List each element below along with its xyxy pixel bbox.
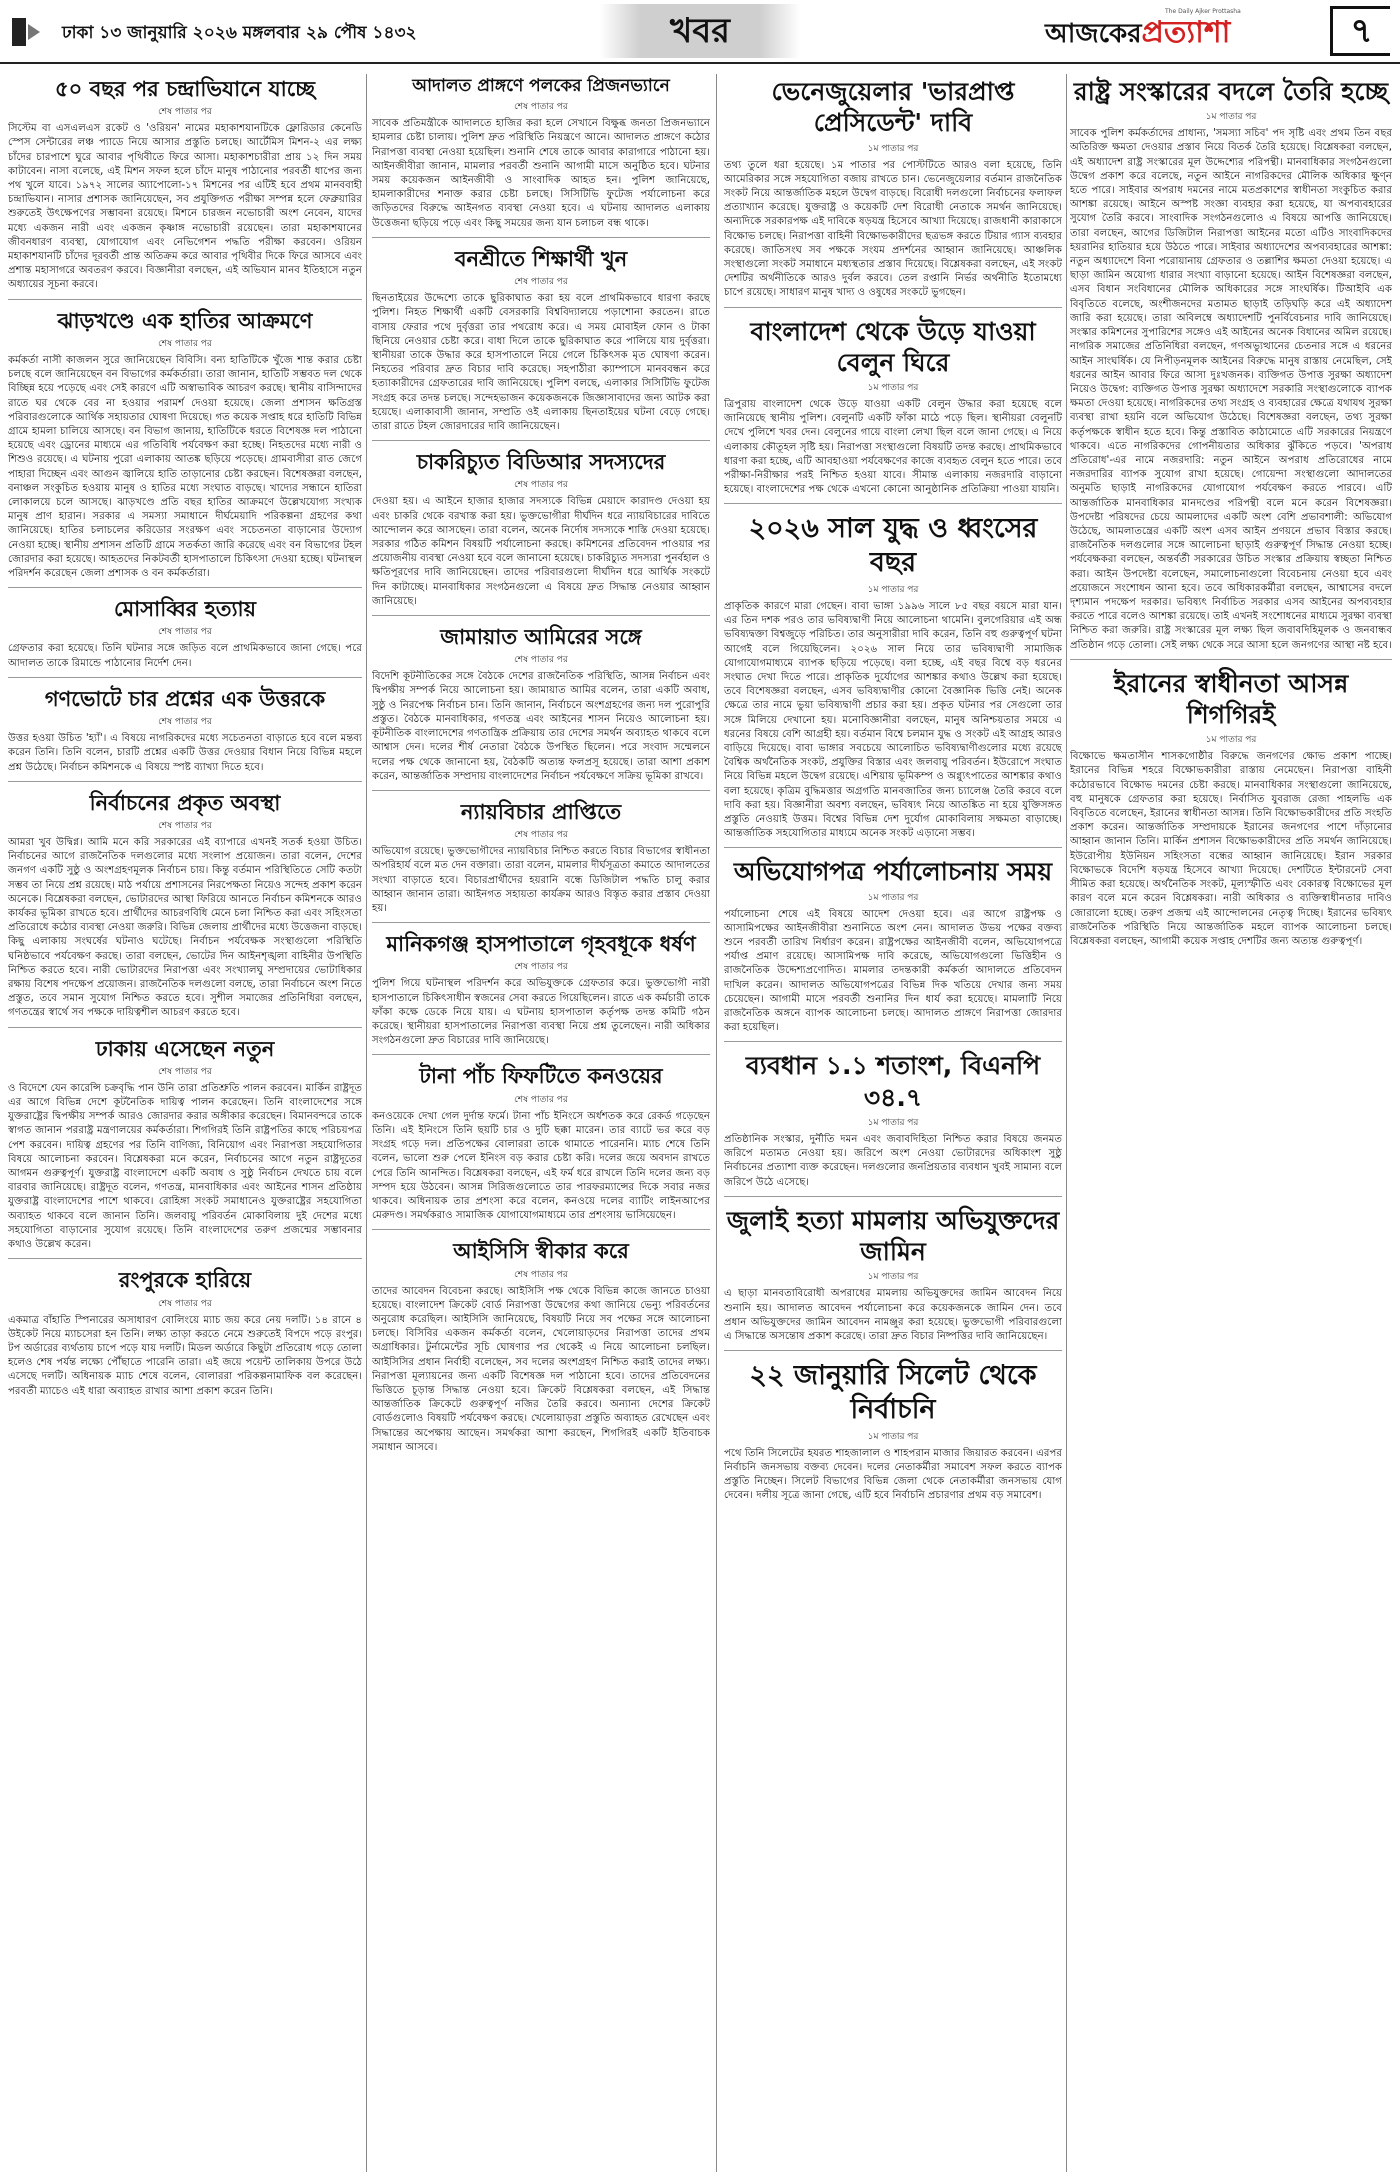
brand-part1: আজকের xyxy=(1045,19,1142,49)
continued-from-label: ১ম পাতার পর xyxy=(867,1117,919,1128)
story-body: পুলিশ গিয়ে ঘটনাস্থল পরিদর্শন করে অভিযুক্তকে গ্রেফতার করে। ভুক্তভোগী নারী হাসপাতালে চিকিৎসাধীন স্বজনের সেবা করতে গিয়েছিলেন। রাতে এক কর্মচারী তাকে ফাঁকা কক্ষে ডেকে নিয়ে যায়। এ ঘটনায় হাসপাতাল কর্তৃপক্ষ তদন্ত কমিটি গঠন করেছে। স্থানীয়রা হাসপাতালের নিরাপত্তা ব্যবস্থা নিয়ে প্রশ্ন তুলেছেন। নারী অধিকার সংগঠনগুলো দ্রুত বিচারের দাবি জানিয়েছে। xyxy=(372,978,710,1047)
story-body: তাদের আবেদন বিবেচনা করছে। আইসিসি পক্ষ থেকে বিভিন্ন কাজে জানতে চাওয়া হয়েছে। বাংলাদেশ ক্রিকেট বোর্ড নিরাপত্তা উদ্বেগের কথা জানিয়ে ভেন্যু পরিবর্তনের অনুরোধ করেছিল। আইসিসি জানিয়েছে, বিষয়টি নিয়ে সব পক্ষের সঙ্গে আলোচনা চলছে। বিসিবির একজন কর্মকর্তা বলেন, খেলোয়াড়দের নিরাপত্তা তাদের প্রথম অগ্রাধিকার। টুর্নামেন্টের সূচি ঘোষণার পর থেকেই এ নিয়ে আলোচনা চলছিল। আইসিসির প্রধান নির্বাহী বলেছেন, সব দলের অংশগ্রহণ নিশ্চিত করাই তাদের লক্ষ্য। নিরাপত্তা মূল্যায়নের জন্য একটি বিশেষজ্ঞ দল পাঠানো হবে। তাদের প্রতিবেদনের ভিত্তিতে চূড়ান্ত সিদ্ধান্ত নেওয়া হবে। ক্রিকেট বিশ্লেষকরা বলছেন, এই সিদ্ধান্ত আন্তর্জাতিক ক্রিকেটে গুরুত্বপূর্ণ নজির তৈরি করবে। অন্যান্য দেশের ক্রিকেট বোর্ডগুলোও বিষয়টি পর্যবেক্ষণ করছে। খেলোয়াড়রা প্রস্তুতি অব্যাহত রেখেছেন এবং সিদ্ধান্তের অপেক্ষায় আছেন। সমর্থকরা আশা করছেন, শিগগিরই একটি ইতিবাচক সমাধান আসবে। xyxy=(372,1285,710,1453)
page-corner-icon xyxy=(8,14,44,50)
news-story xyxy=(724,1359,1062,1509)
continued-from-label: ১ম পাতার পর xyxy=(867,143,919,154)
news-story xyxy=(724,76,1062,308)
news-story xyxy=(724,1205,1062,1351)
news-story xyxy=(1070,668,1392,955)
story-headline[interactable]: জামায়াত আমিরের সঙ্গে xyxy=(440,625,642,650)
news-story xyxy=(8,790,362,1028)
story-body: সাবেক প্রতিমন্ত্রীকে আদালতে হাজির করা হলে সেখানে বিক্ষুব্ধ জনতা প্রিজনভ্যানে হামলার চেষ্টা চালায়। পুলিশ দ্রুত পরিস্থিতি নিয়ন্ত্রণে আনে। আদালত প্রাঙ্গণে কঠোর নিরাপত্তা ব্যবস্থা নেওয়া হয়েছিল। শুনানি শেষে তাকে আবার কারাগারে পাঠানো হয়। আইনজীবীরা জানান, মামলার পরবর্তী শুনানি আগামী মাসে অনুষ্ঠিত হবে। ঘটনার সময় কয়েকজন আইনজীবী ও সাংবাদিক আহত হন। পুলিশ জানিয়েছে, হামলাকারীদের শনাক্ত করার চেষ্টা চলছে। সিসিটিভি ফুটেজ পর্যালোচনা করে জড়িতদের বিরুদ্ধে আইনগত ব্যবস্থা নেওয়া হবে। এ ঘটনায় আদালত এলাকায় উত্তেজনা ছড়িয়ে পড়ে এবং কিছু সময়ের জন্য যান চলাচল বন্ধ থাকে। xyxy=(372,118,710,229)
news-story xyxy=(372,246,710,441)
story-body: কর্মকর্তা নাসী কাজলন সুরে জানিয়েছেন বিবিসি। বন্য হাতিটিকে খুঁজে শান্ত করার চেষ্টা চলছে বলে জানিয়েছেন বন বিভাগের কর্মকর্তারা। তারা জানান, হাতিটি সম্ভবত দল থেকে বিচ্ছিন্ন হয়ে পড়েছে এবং সেই কারণে এটি অস্বাভাবিক আচরণ করছে। স্থানীয় বাসিন্দাদের রাতে ঘর থেকে বের না হওয়ার পরামর্শ দেওয়া হয়েছে। জেলা প্রশাসন ক্ষতিগ্রস্ত পরিবারগুলোকে আর্থিক সহায়তার ঘোষণা দিয়েছে। গত কয়েক সপ্তাহ ধরে হাতিটি বিভিন্ন গ্রামে হামলা চালিয়ে আসছে। বন বিভাগ জানায়, হাতিটিকে ধরতে বিশেষজ্ঞ দল পাঠানো হয়েছে এবং ড্রোনের মাধ্যমে এর গতিবিধি পর্যবেক্ষণ করা হচ্ছে। নিহতদের মধ্যে নারী ও শিশুও রয়েছে। এ ঘটনায় পুরো এলাকায় আতঙ্ক ছড়িয়ে পড়েছে। গ্রামবাসীরা রাত জেগে পাহারা দিচ্ছেন এবং আগুন জ্বালিয়ে হাতি তাড়ানোর চেষ্টা করছেন। বিশেষজ্ঞরা বলছেন, বনাঞ্চল সংকুচিত হওয়ায় মানুষ ও হাতির মধ্যে সংঘাত বাড়ছে। খাদ্যের সন্ধানে হাতিরা লোকালয়ে চলে আসছে। ঝাড়খণ্ডে প্রতি বছর হাতির আক্রমণে উল্লেখযোগ্য সংখ্যক মানুষ প্রাণ হারান। সরকার এ সমস্যা সমাধানে দীর্ঘমেয়াদি পরিকল্পনা গ্রহণের কথা জানিয়েছে। হাতির চলাচলের করিডোর সংরক্ষণ এবং সচেতনতা বাড়ানোর উদ্যোগ নেওয়া হচ্ছে। স্থানীয় প্রশাসন প্রতিটি গ্রামে সতর্কতা জারি করেছে এবং বন বিভাগের টহল জোরদার করা হয়েছে। আহতদের নিকটবর্তী হাসপাতালে চিকিৎসা দেওয়া হচ্ছে। ঘটনাস্থল পরিদর্শন করেছেন জেলা প্রশাসক ও বন কর্মকর্তারা। xyxy=(8,354,362,579)
story-body: ত্রিপুরায় বাংলাদেশ থেকে উড়ে যাওয়া একটি বেলুন উদ্ধার করা হয়েছে বলে জানিয়েছে স্থানীয় পুলিশ। বেলুনটি একটি ফাঁকা মাঠে পড়ে ছিল। স্থানীয়রা বেলুনটি দেখে পুলিশে খবর দেন। বেলুনের গায়ে বাংলা লেখা ছিল বলে জানা গেছে। এ নিয়ে এলাকায় কৌতূহল সৃষ্টি হয়। নিরাপত্তা সংস্থাগুলো বিষয়টি তদন্ত করছে। প্রাথমিকভাবে ধারণা করা হচ্ছে, এটি আবহাওয়া পর্যবেক্ষণের কাজে ব্যবহৃত বেলুন হতে পারে। তবে পরীক্ষা-নিরীক্ষার পরই নিশ্চিত হওয়া যাবে। সীমান্ত এলাকায় নজরদারি বাড়ানো হয়েছে। বাংলাদেশের পক্ষ থেকে এখনো কোনো আনুষ্ঠানিক প্রতিক্রিয়া পাওয়া যায়নি। xyxy=(724,399,1062,496)
column-divider xyxy=(1066,74,1067,2172)
story-headline[interactable]: ৫০ বছর পর চন্দ্রাভিযানে যাচ্ছে xyxy=(54,77,316,101)
story-headline[interactable]: ২০২৬ সাল যুদ্ধ ও ধ্বংসের বছর xyxy=(748,513,1038,579)
story-headline[interactable]: ঢাকায় এসেছেন নতুন xyxy=(95,1036,275,1061)
brand-logo xyxy=(1045,8,1295,56)
news-story xyxy=(724,316,1062,505)
continued-from-label: ১ম পাতার পর xyxy=(867,1431,919,1442)
story-body: প্রাকৃতিক কারণে মারা গেছেন। বাবা ভাঙ্গা ১৯৯৬ সালে ৮৫ বছর বয়সে মারা যান। এর তিন দশক পরও তার ভবিষ্যদ্বাণী নিয়ে আলোচনা থামেনি। বুলগেরিয়ার এই অন্ধ ভবিষ্যদ্বক্তা বিশ্বজুড়ে পরিচিত। তার অনুসারীরা দাবি করেন, তিনি বহু গুরুত্বপূর্ণ ঘটনা আগেই বলে গিয়েছিলেন। ২০২৬ সাল নিয়ে তার ভবিষ্যদ্বাণী সামাজিক যোগাযোগমাধ্যমে ব্যাপক ছড়িয়ে পড়েছে। বলা হচ্ছে, এই বছর বিশ্বে বড় ধরনের সংঘাত দেখা দিতে পারে। প্রাকৃতিক দুর্যোগের আশঙ্কার কথাও উল্লেখ করা হয়েছে। তবে বিশেষজ্ঞরা বলছেন, এসব ভবিষ্যদ্বাণীর কোনো বৈজ্ঞানিক ভিত্তি নেই। অনেক ক্ষেত্রে তার নামে ভুয়া ভবিষ্যদ্বাণী প্রচার করা হয়। প্রকৃত ঘটনার পর সেগুলো তার সঙ্গে মিলিয়ে দেখানো হয়। মনোবিজ্ঞানীরা বলছেন, মানুষ অনিশ্চয়তার সময়ে এ ধরনের বিষয়ে বেশি আগ্রহী হয়। বর্তমান বিশ্বে চলমান যুদ্ধ ও সংকট এই আগ্রহ আরও বাড়িয়ে দিয়েছে। বাবা ভাঙ্গার সবচেয়ে আলোচিত ভবিষ্যদ্বাণীগুলোর মধ্যে রয়েছে বৈশ্বিক অর্থনৈতিক সংকট, প্রযুক্তির বিস্তার এবং জলবায়ু পরিবর্তন। ইউরোপে সংঘাত নিয়ে বিভিন্ন মহলে উদ্বেগ রয়েছে। এশিয়ায় ভূমিকম্প ও অগ্ন্যুৎপাতের আশঙ্কার কথাও বলা হয়েছে। কৃত্রিম বুদ্ধিমত্তার অগ্রগতি মানবজাতির জন্য চ্যালেঞ্জ তৈরি করবে বলে দাবি করা হয়। বিজ্ঞানীরা অবশ্য বলছেন, ভবিষ্যৎ নিয়ে আতঙ্কিত না হয়ে যুক্তিসঙ্গত প্রস্তুতি নেওয়াই উত্তম। বিশ্বের বিভিন্ন দেশ দুর্যোগ মোকাবিলায় সক্ষমতা বাড়াচ্ছে। আন্তর্জাতিক সহযোগিতার মাধ্যমে অনেক সংকট এড়ানো সম্ভব। xyxy=(724,600,1062,840)
section-title: খবর xyxy=(600,4,800,58)
column-3 xyxy=(724,74,1062,2174)
continued-from-label: শেষ পাতার পর xyxy=(158,820,212,831)
column-4 xyxy=(1070,74,1392,2174)
story-headline[interactable]: চাকরিচ্যুত বিডিআর সদস্যদের xyxy=(416,450,666,475)
continued-from-label: শেষ পাতার পর xyxy=(158,1298,212,1309)
news-story xyxy=(8,596,362,678)
story-body: তথ্য তুলে ধরা হয়েছে। ১ম পাতার পর পোস্টটিতে আরও বলা হয়েছে, তিনি আমেরিকার সঙ্গে সহযোগিতা বজায় রাখতে চান। ভেনেজুয়েলার বর্তমান রাজনৈতিক সংকট নিয়ে আন্তর্জাতিক মহলে উদ্বেগ বাড়ছে। বিরোধী দলগুলো নির্বাচনের ফলাফল প্রত্যাখ্যান করেছে। যুক্তরাষ্ট্র ও কয়েকটি দেশ বিরোধী নেতাকে সমর্থন জানিয়েছে। অন্যদিকে সরকারপক্ষ এই দাবিকে ষড়যন্ত্র হিসেবে আখ্যা দিয়েছে। রাজধানী কারাকাসে বিক্ষোভ চলছে। নিরাপত্তা বাহিনী বিক্ষোভকারীদের ছত্রভঙ্গ করতে টিয়ার গ্যাস ব্যবহার করেছে। জাতিসংঘ সব পক্ষকে সংযম প্রদর্শনের আহ্বান জানিয়েছে। আঞ্চলিক সংস্থাগুলো সংকট সমাধানে মধ্যস্থতার প্রস্তাব দিয়েছে। বিশ্লেষকরা বলছেন, এই সংকট দেশটির অর্থনীতিকে আরও দুর্বল করবে। তেল রপ্তানি নির্ভর অর্থনীতি ইতোমধ্যে চাপে রয়েছে। সাধারণ মানুষ খাদ্য ও ওষুধের সংকটে ভুগছেন। xyxy=(724,159,1062,299)
continued-from-label: শেষ পাতার পর xyxy=(514,962,568,973)
story-body: অভিযোগ রয়েছে। ভুক্তভোগীদের ন্যায়বিচার নিশ্চিত করতে বিচার বিভাগের স্বাধীনতা অপরিহার্য বলে মত দেন বক্তারা। তারা বলেন, মামলার দীর্ঘসূত্রতা কমাতে আদালতের সংখ্যা বাড়াতে হবে। বিচারপ্রার্থীদের হয়রানি বন্ধে ডিজিটাল পদ্ধতি চালু করার আহ্বান জানান তারা। আইনগত সহায়তা কার্যক্রম আরও বিস্তৃত করার প্রস্তাব দেওয়া হয়। xyxy=(372,846,710,914)
continued-from-label: ১ম পাতার পর xyxy=(867,584,919,595)
brand-tagline: The Daily Ajker Prottasha xyxy=(1165,8,1241,15)
story-headline[interactable]: জুলাই হত্যা মামলায় অভিযুক্তদের জামিন xyxy=(726,1205,1060,1267)
story-headline[interactable]: বাংলাদেশ থেকে উড়ে যাওয়া বেলুন ঘিরে xyxy=(750,316,1036,377)
story-body: বিদেশি কূটনীতিকের সঙ্গে বৈঠকে দেশের রাজনৈতিক পরিস্থিতি, আসন্ন নির্বাচন এবং দ্বিপক্ষীয় সম্পর্ক নিয়ে আলোচনা হয়। জামায়াত আমির বলেন, তারা একটি অবাধ, সুষ্ঠু ও নিরপেক্ষ নির্বাচন চান। তিনি জানান, নির্বাচনে অংশগ্রহণের জন্য দল পুরোপুরি প্রস্তুত। বৈঠকে মানবাধিকার, গণতন্ত্র এবং আইনের শাসন নিয়েও আলোচনা হয়। কূটনীতিক বাংলাদেশের গণতান্ত্রিক প্রক্রিয়ায় তার দেশের সমর্থন অব্যাহত থাকবে বলে আশ্বাস দেন। দলের শীর্ষ নেতারা বৈঠকে উপস্থিত ছিলেন। পরে সংবাদ সম্মেলনে দলের পক্ষ থেকে জানানো হয়, বৈঠকটি অত্যন্ত ফলপ্রসূ হয়েছে। তারা আশা প্রকাশ করেন, আন্তর্জাতিক সম্প্রদায় বাংলাদেশের নির্বাচন পর্যবেক্ষণে সক্রিয় ভূমিকা রাখবে। xyxy=(372,671,710,782)
story-headline[interactable]: ঝাড়খণ্ডে এক হাতির আক্রমণে xyxy=(57,308,313,333)
continued-from-label: শেষ পাতার পর xyxy=(514,1269,568,1280)
story-headline[interactable]: আদালত প্রাঙ্গণে পলকের প্রিজনভ্যানে xyxy=(412,76,670,96)
story-body: এ ছাড়া মানবতাবিরোধী অপরাধের মামলায় অভিযুক্তদের জামিন আবেদন নিয়ে শুনানি হয়। আদালত আবেদন পর্যালোচনা করে কয়েকজনকে জামিন দেন। তবে প্রধান অভিযুক্তদের জামিন আবেদন নামঞ্জুর করা হয়েছে। ভুক্তভোগী পরিবারগুলো এ সিদ্ধান্তে অসন্তোষ প্রকাশ করেছে। তারা দ্রুত বিচার নিষ্পত্তির দাবি জানিয়েছেন। xyxy=(724,1288,1062,1342)
news-story xyxy=(724,856,1062,1042)
date-line: ঢাকা ১৩ জানুয়ারি ২০২৬ মঙ্গলবার ২৯ পৌষ ১৪৩২ xyxy=(62,23,417,43)
news-story xyxy=(372,799,710,923)
story-headline[interactable]: টানা পাঁচ ফিফটিতে কনওয়ের xyxy=(419,1064,663,1089)
story-body: বিক্ষোভে ক্ষমতাসীন শাসকগোষ্ঠীর বিরুদ্ধে জনগণের ক্ষোভ প্রকাশ পাচ্ছে। ইরানের বিভিন্ন শহরে বিক্ষোভকারীরা রাস্তায় নেমেছেন। নিরাপত্তা বাহিনী কঠোরভাবে বিক্ষোভ দমনের চেষ্টা করছে। মানবাধিকার সংস্থাগুলো জানিয়েছে, বহু মানুষকে গ্রেফতার করা হয়েছে। নির্বাসিত যুবরাজ রেজা পাহলভি এক বিবৃতিতে বলেছেন, ইরানের স্বাধীনতা আসন্ন। তিনি বিক্ষোভকারীদের প্রতি সংহতি প্রকাশ করেন। আন্তর্জাতিক সম্প্রদায়কে ইরানের জনগণের পাশে দাঁড়ানোর আহ্বান জানান তিনি। মার্কিন প্রশাসন বিক্ষোভকারীদের প্রতি সমর্থন জানিয়েছে। ইউরোপীয় ইউনিয়ন সহিংসতা বন্ধের আহ্বান জানিয়েছে। ইরান সরকার বিক্ষোভকে বিদেশি ষড়যন্ত্র হিসেবে আখ্যা দিয়েছে। দেশটিতে ইন্টারনেট সেবা সীমিত করা হয়েছে। অর্থনৈতিক সংকট, মূল্যস্ফীতি এবং বেকারত্ব বিক্ষোভের মূল কারণ বলে মনে করেন বিশ্লেষকরা। নারী অধিকার ও ব্যক্তিস্বাধীনতার দাবিও জোরালো হচ্ছে। তরুণ প্রজন্ম এই আন্দোলনের নেতৃত্ব দিচ্ছে। ইরানের ভবিষ্যৎ রাজনৈতিক পরিস্থিতি নিয়ে আন্তর্জাতিক মহলে ব্যাপক আলোচনা চলছে। বিশ্লেষকরা বলছেন, আগামী কয়েক সপ্তাহ দেশটির জন্য অত্যন্ত গুরুত্বপূর্ণ। xyxy=(1070,751,1392,947)
news-story xyxy=(372,624,710,791)
story-body: উত্তর হওয়া উচিত 'হ্যাঁ'। এ বিষয়ে নাগরিকদের মধ্যে সচেতনতা বাড়াতে হবে বলে মন্তব্য করেন তিনি। তিনি বলেন, চারটি প্রশ্নের একটি উত্তর দেওয়ার বিধান নিয়ে বিভিন্ন মহলে প্রশ্ন উঠেছে। নির্বাচন কমিশনকে এ বিষয়ে স্পষ্ট ব্যাখ্যা দিতে হবে। xyxy=(8,733,362,773)
continued-from-label: শেষ পাতার পর xyxy=(514,830,568,841)
story-body: সিস্টেম বা এসএলএস রকেট ও 'ওরিয়ন' নামের মহাকাশযানটিকে ফ্লোরিডার কেনেডি স্পেস সেন্টারের লঞ্চ প্যাডে নিয়ে আসার প্রস্তুতি চলছে। আর্টেমিস মিশন-২ এর লক্ষ্য চাঁদের চারপাশে ঘুরে আবার পৃথিবীতে ফিরে আসা। মহাকাশচারীরা প্রায় ১২ দিন সময় কাটাবেন। নাসা বলেছে, এই মিশন সফল হলে চাঁদে মানুষ পাঠানোর পরবর্তী ধাপের জন্য পথ খুলে যাবে। ১৯৭২ সালের অ্যাপোলো-১৭ মিশনের পর এটিই হবে প্রথম মানববাহী চন্দ্রাভিযান। নাসার প্রশাসক জানিয়েছেন, সব প্রযুক্তিগত পরীক্ষা সম্পন্ন হলে ফেব্রুয়ারির শুরুতেই উৎক্ষেপণের সম্ভাবনা রয়েছে। মিশনে চারজন নভোচারী অংশ নেবেন, যাদের মধ্যে একজন নারী এবং একজন কৃষ্ণাঙ্গ নভোচারী রয়েছেন। তারা মহাকাশযানের জীবনধারণ ব্যবস্থা, যোগাযোগ এবং নেভিগেশন পদ্ধতি পরীক্ষা করবেন। ওরিয়ন মহাকাশযানটি চাঁদের দূরবর্তী প্রান্ত অতিক্রম করে আবার পৃথিবীর দিকে ফিরে আসবে এবং প্রশান্ত মহাসাগরে অবতরণ করবে। বিজ্ঞানীরা বলছেন, এই অভিযান মানব ইতিহাসে নতুন অধ্যায়ের সূচনা করবে। xyxy=(8,123,362,291)
story-body: পথে তিনি সিলেটের হযরত শাহজালাল ও শাহপরান মাজার জিয়ারত করবেন। এরপর নির্বাচনি জনসভায় বক্তব্য দেবেন। দলের নেতাকর্মীরা সমাবেশ সফল করতে ব্যাপক প্রস্তুতি নিচ্ছেন। সিলেট বিভাগের বিভিন্ন জেলা থেকে নেতাকর্মীরা জনসভায় যোগ দেবেন। দলীয় সূত্রে জানা গেছে, এটি হবে নির্বাচনি প্রচারণার প্রথম বড় সমাবেশ। xyxy=(724,1447,1062,1502)
continued-from-label: শেষ পাতার পর xyxy=(514,277,568,288)
story-body: কনওয়েকে দেখা গেল দুর্দান্ত ফর্মে। টানা পাঁচ ইনিংসে অর্ধশতক করে রেকর্ড গড়েছেন তিনি। এই ইনিংসে তিনি ছয়টি চার ও দুটি ছক্কা মারেন। তার ব্যাটে ভর করে বড় সংগ্রহ গড়ে দল। প্রতিপক্ষের বোলাররা তাকে থামাতে পারেননি। ম্যাচ শেষে তিনি বলেন, ভালো শুরু পেলে ইনিংস বড় করার চেষ্টা করি। দলের জয়ে অবদান রাখতে পেরে তিনি আনন্দিত। বিশ্লেষকরা বলছেন, এই ফর্ম ধরে রাখলে তিনি দলের জন্য বড় সম্পদ হয়ে উঠবেন। আসন্ন সিরিজগুলোতে তার পারফরম্যান্সের দিকে সবার নজর থাকবে। অধিনায়ক তার প্রশংসা করে বলেন, কনওয়ে দলের ব্যাটিং লাইনআপের মেরুদণ্ড। সমর্থকরাও সামাজিক যোগাযোগমাধ্যমে তার প্রশংসায় ভাসিয়েছেন। xyxy=(372,1110,710,1222)
continued-from-label: শেষ পাতার পর xyxy=(158,1066,212,1077)
column-2 xyxy=(372,74,710,2174)
continued-from-label: শেষ পাতার পর xyxy=(514,480,568,491)
page-number: ৭ xyxy=(1330,6,1390,56)
story-headline[interactable]: ব্যবধান ১.১ শতাংশ, বিএনপি ৩৪.৭ xyxy=(745,1051,1041,1112)
news-story xyxy=(724,1050,1062,1196)
story-headline[interactable]: ন্যায়বিচার প্রাপ্তিতে xyxy=(460,799,622,824)
continued-from-label: ১ম পাতার পর xyxy=(867,383,919,394)
story-headline[interactable]: বনশ্রীতে শিক্ষার্থী খুন xyxy=(454,246,628,271)
continued-from-label: শেষ পাতার পর xyxy=(514,1094,568,1105)
story-headline[interactable]: রাষ্ট্র সংস্কারের বদলে তৈরি হচ্ছে xyxy=(1073,77,1389,106)
brand-part2: প্রত্যাশা xyxy=(1141,15,1231,50)
news-story xyxy=(8,76,362,300)
news-story xyxy=(8,1036,362,1260)
continued-from-label: শেষ পাতার পর xyxy=(158,717,212,728)
story-body: প্রতিষ্ঠানিক সংস্কার, দুর্নীতি দমন এবং জবাবদিহিতা নিশ্চিত করার বিষয়ে জনমত জরিপে মতামত নেওয়া হয়। জরিপে অংশ নেওয়া ভোটারদের অধিকাংশ সুষ্ঠু নির্বাচনের প্রত্যাশা ব্যক্ত করেছেন। দলগুলোর জনপ্রিয়তার ব্যবধান খুবই সামান্য বলে জরিপে উঠে এসেছে। xyxy=(724,1133,1062,1188)
continued-from-label: শেষ পাতার পর xyxy=(158,627,212,638)
continued-from-label: ১ম পাতার পর xyxy=(867,892,919,903)
story-headline[interactable]: মানিকগঞ্জ হাসপাতালে গৃহবধূকে ধর্ষণ xyxy=(386,932,696,957)
story-body: ছিনতাইয়ের উদ্দেশ্যে তাকে ছুরিকাঘাত করা হয় বলে প্রাথমিকভাবে ধারণা করছে পুলিশ। নিহত শিক্ষার্থী একটি বেসরকারি বিশ্ববিদ্যালয়ে পড়াশোনা করতেন। রাতে বাসায় ফেরার পথে দুর্বৃত্তরা তার পথরোধ করে। এ সময় মোবাইল ফোন ও টাকা ছিনিয়ে নেওয়ার চেষ্টা করে। বাধা দিলে তাকে ছুরিকাঘাত করে পালিয়ে যায় দুর্বৃত্তরা। স্থানীয়রা তাকে উদ্ধার করে হাসপাতালে নিয়ে গেলে চিকিৎসক মৃত ঘোষণা করেন। নিহতের পরিবার দ্রুত বিচার দাবি করেছে। সহপাঠীরা ক্যাম্পাসে মানববন্ধন করে হত্যাকারীদের গ্রেফতারের দাবি জানিয়েছে। পুলিশ বলছে, এলাকার সিসিটিভি ফুটেজ সংগ্রহ করে তদন্ত চলছে। সন্দেহভাজন কয়েকজনকে জিজ্ঞাসাবাদের জন্য আটক করা হয়েছে। এলাকাবাসী জানান, সম্প্রতি ওই এলাকায় ছিনতাইয়ের ঘটনা বেড়ে গেছে। তারা রাতে টহল জোরদারের দাবি জানিয়েছেন। xyxy=(372,293,710,432)
story-headline[interactable]: অভিযোগপত্র পর্যালোচনায় সময় xyxy=(733,857,1053,887)
story-headline[interactable]: রংপুরকে হারিয়ে xyxy=(118,1268,252,1293)
continued-from-label: শেষ পাতার পর xyxy=(158,107,212,118)
column-divider xyxy=(716,74,717,2172)
continued-from-label: শেষ পাতার পর xyxy=(158,338,212,349)
story-body: পর্যালোচনা শেষে এই বিষয়ে আদেশ দেওয়া হবে। এর আগে রাষ্ট্রপক্ষ ও আসামিপক্ষের আইনজীবীরা শুনানিতে অংশ নেন। আদালত উভয় পক্ষের বক্তব্য শুনে পরবর্তী তারিখ নির্ধারণ করেন। রাষ্ট্রপক্ষের আইনজীবী বলেন, অভিযোগপত্রে পর্যাপ্ত প্রমাণ রয়েছে। আসামিপক্ষ দাবি করেছে, অভিযোগগুলো ভিত্তিহীন ও রাজনৈতিক উদ্দেশ্যপ্রণোদিত। মামলার তদন্তকারী কর্মকর্তা আদালতে প্রতিবেদন দাখিল করেন। আদালত অভিযোগপত্রের বিভিন্ন দিক খতিয়ে দেখার জন্য সময় চেয়েছেন। আগামী মাসে পরবর্তী শুনানির দিন ধার্য করা হয়েছে। মামলাটি নিয়ে রাজনৈতিক অঙ্গনে ব্যাপক আলোচনা চলছে। আদালত প্রাঙ্গণে নিরাপত্তা জোরদার করা হয়েছিল। xyxy=(724,908,1062,1034)
story-body: দেওয়া হয়। এ আইনে হাজার হাজার সদস্যকে বিভিন্ন মেয়াদে কারাদণ্ড দেওয়া হয় এবং চাকরি থেকে বরখাস্ত করা হয়। ভুক্তভোগীরা দীর্ঘদিন ধরে ন্যায়বিচারের দাবিতে আন্দোলন করে আসছেন। তারা বলেন, অনেক নির্দোষ সদস্যকে শাস্তি দেওয়া হয়েছে। সরকার গঠিত কমিশন বিষয়টি পর্যালোচনা করছে। কমিশনের প্রতিবেদন পাওয়ার পর প্রয়োজনীয় ব্যবস্থা নেওয়া হবে বলে জানানো হয়েছে। চাকরিচ্যুত সদস্যরা পুনর্বহাল ও ক্ষতিপূরণের দাবি জানিয়েছেন। তাদের পরিবারগুলো দীর্ঘদিন ধরে আর্থিক সংকটে দিন কাটাচ্ছে। মানবাধিকার সংগঠনগুলো এ বিষয়ে দ্রুত সিদ্ধান্ত নেওয়ার আহ্বান জানিয়েছে। xyxy=(372,496,710,607)
story-body: আমরা খুব উদ্বিগ্ন। আমি মনে করি সরকারের এই ব্যাপারে এখনই সতর্ক হওয়া উচিত। নির্বাচনের আগে রাজনৈতিক দলগুলোর মধ্যে সংলাপ প্রয়োজন। তারা বলেন, দেশের জনগণ একটি সুষ্ঠু ও অংশগ্রহণমূলক নির্বাচন চায়। কিন্তু বর্তমান পরিস্থিতিতে সেটি কতটা সম্ভব তা নিয়ে প্রশ্ন রয়েছে। মাঠ পর্যায়ে প্রশাসনের নিরপেক্ষতা নিয়েও সন্দেহ প্রকাশ করেন অনেকে। বিশ্লেষকরা বলছেন, ভোটারদের আস্থা ফিরিয়ে আনতে নির্বাচন কমিশনকে আরও কার্যকর ভূমিকা রাখতে হবে। প্রার্থীদের আচরণবিধি মেনে চলা নিশ্চিত করা এবং সহিংসতা প্রতিরোধে কঠোর ব্যবস্থা নেওয়া জরুরি। বিভিন্ন জেলায় প্রার্থীদের মধ্যে উত্তেজনা বাড়ছে। কিছু এলাকায় সংঘর্ষের ঘটনাও ঘটেছে। নির্বাচন পর্যবেক্ষক সংস্থাগুলো পরিস্থিতি ঘনিষ্ঠভাবে পর্যবেক্ষণ করছে। তারা বলছেন, ভোটের দিন আইনশৃঙ্খলা বাহিনীর উপস্থিতি নিশ্চিত করতে হবে। নারী ভোটারদের নিরাপত্তা এবং সংখ্যালঘু সম্প্রদায়ের ভোটাধিকার রক্ষায় বিশেষ পদক্ষেপ প্রয়োজন। রাজনৈতিক দলগুলো বলছে, তারা নির্বাচনে অংশ নিতে প্রস্তুত, তবে সমান সুযোগ নিশ্চিত করতে হবে। সুশীল সমাজের প্রতিনিধিরা বলছেন, গণতন্ত্রের স্বার্থে সব পক্ষকে দায়িত্বশীল আচরণ করতে হবে। xyxy=(8,836,362,1019)
story-headline[interactable]: ইরানের স্বাধীনতা আসন্ন শিগগিরই xyxy=(1113,668,1349,730)
continued-from-label: শেষ পাতার পর xyxy=(514,655,568,666)
column-1 xyxy=(8,74,362,2174)
story-headline[interactable]: গণভোটে চার প্রশ্নের এক উত্তরকে xyxy=(44,686,326,711)
story-body: ও বিদেশে যেন কারেন্সি চক্রবৃদ্ধি পান উনি তারা প্রতিশ্রুতি পালন করবেন। মার্কিন রাষ্ট্রদূত এর আগে বিভিন্ন দেশে কূটনৈতিক দায়িত্ব পালন করেছেন। তিনি বাংলাদেশের সঙ্গে যুক্তরাষ্ট্রের দ্বিপক্ষীয় সম্পর্ক আরও জোরদার করার অঙ্গীকার করেছেন। বিমানবন্দরে তাকে স্বাগত জানান পররাষ্ট্র মন্ত্রণালয়ের কর্মকর্তারা। শিগগিরই তিনি রাষ্ট্রপতির কাছে পরিচয়পত্র পেশ করবেন। দায়িত্ব গ্রহণের পর তিনি বাণিজ্য, বিনিয়োগ এবং নিরাপত্তা সহযোগিতার বিষয়ে আলোচনা করবেন। বিশ্লেষকরা মনে করেন, নির্বাচনের আগে নতুন রাষ্ট্রদূতের আগমন গুরুত্বপূর্ণ। যুক্তরাষ্ট্র বাংলাদেশে একটি অবাধ ও সুষ্ঠু নির্বাচন দেখতে চায় বলে বারবার জানিয়েছে। রাষ্ট্রদূত বলেন, গণতন্ত্র, মানবাধিকার এবং আইনের শাসন প্রতিষ্ঠায় যুক্তরাষ্ট্র বাংলাদেশের পাশে থাকবে। রোহিঙ্গা সংকট সমাধানেও যুক্তরাষ্ট্রের সহযোগিতা অব্যাহত থাকবে বলে জানান তিনি। জলবায়ু পরিবর্তন মোকাবিলায় দুই দেশের মধ্যে সহযোগিতা বাড়ানোর সুযোগ রয়েছে। তিনি বাংলাদেশের তরুণ প্রজন্মের সম্ভাবনার কথাও উল্লেখ করেন। xyxy=(8,1082,362,1251)
continued-from-label: ১ম পাতার পর xyxy=(867,1272,919,1283)
story-headline[interactable]: ২২ জানুয়ারি সিলেট থেকে নির্বাচনি xyxy=(749,1360,1037,1425)
continued-from-label: ১ম পাতার পর xyxy=(1205,735,1257,746)
news-story xyxy=(372,449,710,616)
story-headline[interactable]: নির্বাচনের প্রকৃত অবস্থা xyxy=(89,790,281,815)
news-story xyxy=(372,76,710,238)
masthead xyxy=(0,0,1400,64)
story-body: সাবেক পুলিশ কর্মকর্তাদের প্রাধান্য, 'সমস্যা সচিব' পদ সৃষ্টি এবং প্রথম তিন বছর অতিরিক্ত ক্ষমতা দেওয়ার প্রস্তাব নিয়ে বিতর্ক তৈরি হয়েছে। বিশ্লেষকরা বলছেন, এই অধ্যাদেশ রাষ্ট্র সংস্কারের মূল উদ্দেশ্যের পরিপন্থী। মানবাধিকার সংগঠনগুলো উদ্বেগ প্রকাশ করে বলেছে, নতুন আইনে নাগরিকদের মৌলিক অধিকার ক্ষুণ্ন হতে পারে। সাইবার অপরাধ দমনের নামে মতপ্রকাশের স্বাধীনতা সংকুচিত করার আশঙ্কা রয়েছে। আইনে অস্পষ্ট সংজ্ঞা ব্যবহার করা হয়েছে, যা অপব্যবহারের সুযোগ তৈরি করবে। সাংবাদিক সংগঠনগুলোও এ বিষয়ে আপত্তি জানিয়েছে। তারা বলছেন, আগের ডিজিটাল নিরাপত্তা আইনের মতো এটিও সাংবাদিকদের হয়রানির হাতিয়ার হয়ে উঠতে পারে। সাইবার অধ্যাদেশের অপব্যবহারের আশঙ্কা: নতুন অধ্যাদেশে বিনা পরোয়ানায় গ্রেফতার ও তল্লাশির ক্ষমতা দেওয়া হয়েছে। এ ছাড়া জামিন অযোগ্য ধারার সংখ্যা বাড়ানো হয়েছে। আইন বিশেষজ্ঞরা বলছেন, এসব বিধান সংবিধানের মৌলিক অধিকারের সঙ্গে সাংঘর্ষিক। টিআইবি এক বিবৃতিতে বলেছে, অংশীজনদের মতামত ছাড়াই তড়িঘড়ি করে এই অধ্যাদেশ জারি করা হয়েছে। তারা অবিলম্বে অধ্যাদেশটি পুনর্বিবেচনার দাবি জানিয়েছে। সংস্কার কমিশনের সুপারিশের সঙ্গেও এই আইনের অনেক বিধানের অমিল রয়েছে। নাগরিক সমাজের প্রতিনিধিরা বলছেন, গণঅভ্যুত্থানের চেতনার সঙ্গে এ ধরনের আইন সাংঘর্ষিক। যে নিপীড়নমূলক আইনের বিরুদ্ধে মানুষ রাস্তায় নেমেছিল, সেই ধরনের আইন আবার ফিরে আসা দুঃখজনক। ব্যক্তিগত উপাত্ত সুরক্ষা অধ্যাদেশ নিয়েও উদ্বেগ: ব্যক্তিগত উপাত্ত সুরক্ষা অধ্যাদেশে সরকারি সংস্থাগুলোকে ব্যাপক ক্ষমতা দেওয়া হয়েছে। নাগরিকদের তথ্য সংগ্রহ ও ব্যবহারের ক্ষেত্রে যথাযথ সুরক্ষা ব্যবস্থা রাখা হয়নি বলে অভিযোগ উঠেছে। বিশেষজ্ঞরা বলছেন, তথ্য সুরক্ষা কর্তৃপক্ষকে স্বাধীন হতে হবে। কিন্তু প্রস্তাবিত কাঠামোতে এটি সরকারের নিয়ন্ত্রণে থাকবে। এতে নাগরিকদের গোপনীয়তার অধিকার ঝুঁকিতে পড়বে। 'অপরাধ প্রতিরোধ'-এর নামে নজরদারি: নতুন আইনে অপরাধ প্রতিরোধের নামে নজরদারির ব্যাপক সুযোগ রাখা হয়েছে। গোয়েন্দা সংস্থাগুলো আদালতের অনুমতি ছাড়াই নাগরিকদের যোগাযোগ পর্যবেক্ষণ করতে পারবে। এটি আন্তর্জাতিক মানবাধিকার মানদণ্ডের পরিপন্থী বলে মনে করেন বিশেষজ্ঞরা। উপদেষ্টা পরিষদের চেয়ে আমলাদের একটি অংশ বেশি প্রভাবশালী: অভিযোগ উঠেছে, আমলাতন্ত্রের একটি অংশ এসব আইন প্রণয়নে প্রভাব বিস্তার করছে। রাজনৈতিক দলগুলোর সঙ্গে আলোচনা ছাড়াই গুরুত্বপূর্ণ সিদ্ধান্ত নেওয়া হচ্ছে। পর্যবেক্ষকরা বলছেন, অন্তর্বর্তী সরকারের উচিত সংস্কার প্রক্রিয়ায় স্বচ্ছতা নিশ্চিত করা। আইন উপদেষ্টা বলেছেন, সমালোচনাগুলো বিবেচনায় নেওয়া হবে এবং প্রয়োজনে সংশোধন আনা হবে। তবে অধিকারকর্মীরা বলছেন, আশ্বাসের বদলে দৃশ্যমান পদক্ষেপ দরকার। ভবিষ্যৎ নির্বাচিত সরকার এসব আইনের অপব্যবহার করতে পারে বলেও আশঙ্কা রয়েছে। তাই এখনই সংশোধনের মাধ্যমে সুরক্ষা ব্যবস্থা নিশ্চিত করা জরুরি। রাষ্ট্র সংস্কারের মূল লক্ষ্য ছিল জবাবদিহিমূলক ও জনবান্ধব প্রতিষ্ঠান গড়ে তোলা। সেই লক্ষ্য থেকে সরে আসা হলে জনগণের আস্থা নষ্ট হবে। xyxy=(1070,128,1392,651)
column-divider xyxy=(366,74,367,2172)
continued-from-label: শেষ পাতার পর xyxy=(514,102,568,113)
news-story xyxy=(724,512,1062,848)
story-headline[interactable]: ভেনেজুয়েলার 'ভারপ্রাপ্ত প্রেসিডেন্ট' দাবি xyxy=(771,77,1015,138)
news-story xyxy=(8,308,362,589)
news-story xyxy=(8,686,362,782)
news-story xyxy=(372,931,710,1055)
news-story xyxy=(8,1267,362,1404)
continued-from-label: ১ম পাতার পর xyxy=(1205,112,1257,123)
story-headline[interactable]: মোসাব্বির হত্যায় xyxy=(114,597,256,622)
story-body: একমাত্র বাঁহাতি স্পিনারের অসাধারণ বোলিংয়ে ম্যাচ জয় করে নেয় দলটি। ১৪ রানে ৪ উইকেট নিয়ে ম্যাচসেরা হন তিনি। লক্ষ্য তাড়া করতে নেমে শুরুতেই বিপদে পড়ে রংপুর। টপ অর্ডারের ব্যর্থতায় চাপে পড়ে যায় দলটি। মিডল অর্ডারে কিছুটা প্রতিরোধ গড়ে তোলা হলেও শেষ পর্যন্ত লক্ষ্যে পৌঁছাতে পারেনি তারা। এই জয়ে পয়েন্ট তালিকায় উপরে উঠে এসেছে দলটি। অধিনায়ক ম্যাচ শেষে বলেন, বোলাররা পরিকল্পনামাফিক বল করেছেন। পরবর্তী ম্যাচেও এই ধারা অব্যাহত রাখার আশা প্রকাশ করেন তিনি। xyxy=(8,1314,362,1397)
story-body: গ্রেফতার করা হয়েছে। তিনি ঘটনার সঙ্গে জড়িত বলে প্রাথমিকভাবে জানা গেছে। পরে আদালত তাকে রিমান্ডে পাঠানোর নির্দেশ দেন। xyxy=(8,643,362,669)
story-headline[interactable]: আইসিসি স্বীকার করে xyxy=(453,1239,629,1264)
news-story xyxy=(372,1063,710,1230)
news-story xyxy=(1070,76,1392,660)
news-story xyxy=(372,1238,710,1461)
